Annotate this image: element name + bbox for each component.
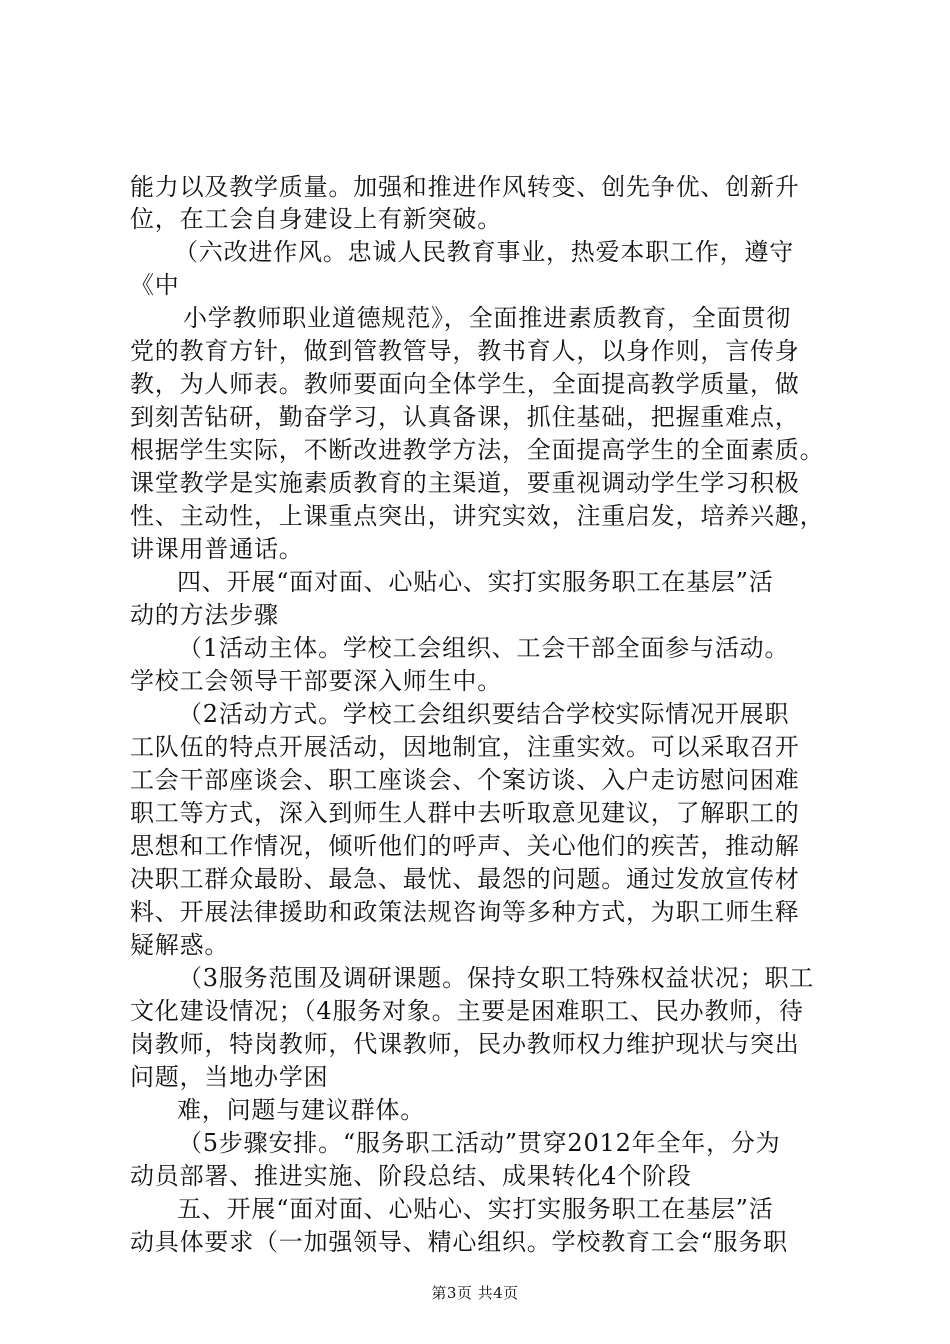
text-line: 小学教师职业道德规范》，全面推进素质教育，全面贯彻: [183, 304, 791, 332]
text-line: 问题，当地办学困: [130, 1063, 329, 1091]
text-line: 《中: [130, 271, 180, 299]
text-line: 文化建设情况；（4服务对象。主要是困难职工、民办教师，待: [130, 997, 804, 1025]
text-line: 学校工会领导干部要深入师生中。: [130, 667, 502, 695]
text-line: 到刻苦钻研，勤奋学习，认真备课，抓住基础，把握重难点，: [130, 403, 800, 431]
text-line: 工队伍的特点开展活动，因地制宜，注重实效。可以采取召开: [130, 733, 800, 761]
text-line: 疑解惑。: [130, 931, 230, 959]
page-footer: 第3页 共4页: [431, 1284, 519, 1302]
section-heading: 动的方法步骤: [130, 601, 279, 629]
text-line: 动员部署、推进实施、阶段总结、成果转化4个阶段: [130, 1162, 692, 1190]
text-line: 工会干部座谈会、职工座谈会、个案访谈、入户走访慰问困难: [130, 766, 800, 794]
text-line: （2活动方式。学校工会组织要结合学校实际情况开展职: [178, 700, 790, 728]
text-line: 职工等方式，深入到师生人群中去听取意见建议，了解职工的: [130, 799, 800, 827]
text-line: 教，为人师表。教师要面向全体学生，全面提高教学质量，做: [130, 370, 800, 398]
text-line: 性、主动性，上课重点突出，讲究实效，注重启发，培养兴趣，: [130, 502, 825, 530]
section-heading: 五、开展“面对面、心贴心、实打实服务职工在基层”活: [177, 1195, 774, 1223]
section-heading: 四、开展“面对面、心贴心、实打实服务职工在基层”活: [177, 568, 774, 596]
text-line: 位，在工会自身建设上有新突破。: [130, 205, 502, 233]
text-line: 党的教育方针，做到管教管导，教书育人，以身作则，言传身: [130, 337, 800, 365]
text-line: 思想和工作情况，倾听他们的呼声、关心他们的疾苦，推动解: [130, 832, 800, 860]
text-line: （1活动主体。学校工会组织、工会干部全面参与活动。: [178, 634, 790, 662]
text-line: （六改进作风。忠诚人民教育事业，热爱本职工作，遵守: [174, 238, 794, 266]
text-line: 课堂教学是实施素质教育的主渠道，要重视调动学生学习积极: [130, 469, 800, 497]
text-line: 动具体要求（一加强领导、精心组织。学校教育工会“服务职: [130, 1228, 788, 1256]
text-line: （5步骤安排。“服务职工活动”贯穿2012年全年，分为: [178, 1129, 781, 1157]
text-line: 决职工群众最盼、最急、最忧、最怨的问题。通过发放宣传材: [130, 865, 800, 893]
text-line: （3服务范围及调研课题。保持女职工特殊权益状况；职工: [178, 964, 815, 992]
text-line: 讲课用普通话。: [130, 535, 304, 563]
text-line: 料、开展法律援助和政策法规咨询等多种方式，为职工师生释: [130, 898, 800, 926]
text-line: 能力以及教学质量。加强和推进作风转变、创先争优、创新升: [130, 173, 800, 201]
text-line: 根据学生实际，不断改进教学方法，全面提高学生的全面素质。: [130, 436, 825, 464]
text-line: 岗教师，特岗教师，代课教师，民办教师权力维护现状与突出: [130, 1030, 800, 1058]
text-line: 难，问题与建议群体。: [177, 1096, 425, 1124]
